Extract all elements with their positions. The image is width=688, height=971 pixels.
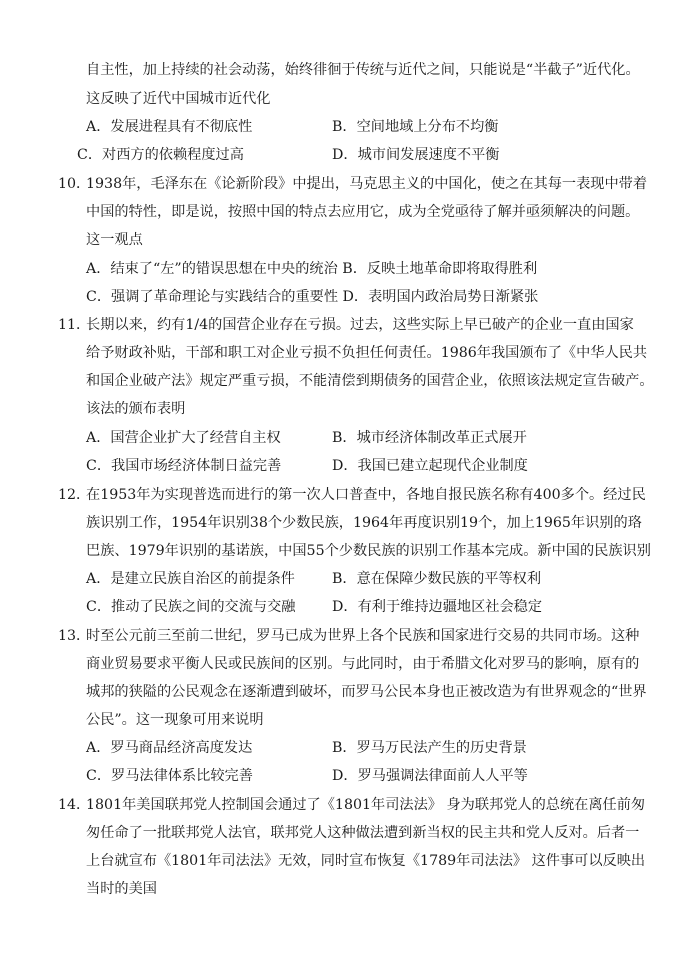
- q10-stem-line-2: 中国的特性，即是说，按照中国的特点去应用它，成为全党亟待了解并亟须解决的问题。: [86, 204, 640, 220]
- q12-option-b: B．意在保障少数民族的平等权利: [332, 571, 542, 587]
- q9-stem-line-2: 这反映了近代中国城市近代化: [86, 91, 271, 107]
- q13-option-c: C．罗马法律体系比较完善: [86, 768, 253, 784]
- q11-option-c: C．我国市场经济体制日益完善: [86, 458, 282, 474]
- q13-stem-line-3: 城邦的狭隘的公民观念在逐渐遭到破坏，而罗马公民本身也正被改造为有世界观念的“世界: [86, 684, 647, 700]
- q11-stem-line-3: 和国企业破产法》规定严重亏损，不能清偿到期债务的国营企业，依照该法规定宣告破产。: [86, 373, 654, 389]
- q12-number: 12．: [58, 487, 91, 503]
- q13-stem-line-1: 时至公元前三至前二世纪，罗马已成为世界上各个民族和国家进行交易的共同市场。这种: [86, 628, 640, 644]
- q12-stem-line-2: 族识别工作，1954年识别38个少数民族，1964年再度识别19个，加上1965年识别的珞: [86, 515, 642, 531]
- q11-option-b: B．城市经济体制改革正式展开: [332, 430, 527, 446]
- q14-stem-line-1: 1801年美国联邦党人控制国会通过了《1801年司法法》 身为联邦党人的总统在离任前匆: [86, 797, 646, 813]
- q12-option-a: A．是建立民族自治区的前提条件: [86, 571, 295, 587]
- q9-option-d: D．城市间发展速度不平衡: [332, 147, 500, 163]
- q11-option-a: A．国营企业扩大了经营自主权: [86, 430, 281, 446]
- q10-stem-line-3: 这一观点: [86, 232, 143, 248]
- q14-stem-line-2: 匆任命了一批联邦党人法官，联邦党人这种做法遭到新当权的民主共和党人反对。后者一: [86, 825, 640, 841]
- q10-options-row-2: C．强调了革命理论与实践结合的重要性 D．表明国内政治局势日渐紧张: [86, 289, 539, 305]
- q13-option-b: B．罗马万民法产生的历史背景: [332, 740, 527, 756]
- q11-number: 11．: [58, 317, 91, 333]
- q10-options-row-1: A．结束了“左”的错误思想在中央的统治 B．反映土地革命即将取得胜利: [86, 261, 538, 277]
- q12-stem-line-1: 在1953年为实现普选而进行的第一次人口普查中，各地自报民族名称有400多个。经过民: [86, 487, 646, 503]
- q11-stem-line-4: 该法的颁布表明: [86, 401, 186, 417]
- q10-number: 10．: [58, 176, 91, 192]
- q13-option-d: D．罗马强调法律面前人人平等: [332, 768, 528, 784]
- q11-stem-line-2: 给予财政补贴，干部和职工对企业亏损不负担任何责任。1986年我国颁布了《中华人民共: [86, 345, 648, 361]
- q12-stem-line-3: 巴族、1979年识别的基诺族，中国55个少数民族的识别工作基本完成。新中国的民族识别: [86, 543, 651, 559]
- q13-stem-line-2: 商业贸易要求平衡人民或民族间的区别。与此同时，由于希腊文化对罗马的影响，原有的: [86, 656, 640, 672]
- q9-stem-line-1: 自主性，加上持续的社会动荡，始终徘徊于传统与近代之间，只能说是“半截子”近代化。: [86, 62, 640, 78]
- q14-stem-line-4: 当时的美国: [86, 881, 157, 897]
- q13-stem-line-4: 公民”。这一现象可用来说明: [86, 712, 264, 728]
- q9-option-b: B．空间地域上分布不均衡: [332, 119, 499, 135]
- q13-option-a: A．罗马商品经济高度发达: [86, 740, 253, 756]
- q11-stem-line-1: 长期以来，约有1/4的国营企业存在亏损。过去，这些实际上早已破产的企业一直由国家: [86, 317, 634, 333]
- q12-option-d: D．有利于维持边疆地区社会稳定: [332, 599, 543, 615]
- q14-number: 14．: [58, 797, 91, 813]
- q10-stem-line-1: 1938年，毛泽东在《论新阶段》中提出，马克思主义的中国化，使之在其每一表现中带着: [86, 176, 648, 192]
- q14-stem-line-3: 上台就宣布《1801年司法法》无效，同时宣布恢复《1789年司法法》 这件事可以反映出: [86, 853, 646, 869]
- q9-option-a: A．发展进程具有不彻底性: [86, 119, 253, 135]
- q11-option-d: D．我国已建立起现代企业制度: [332, 458, 528, 474]
- q9-option-c: C．对西方的依赖程度过高: [77, 147, 244, 163]
- q13-number: 13．: [58, 628, 91, 644]
- q12-option-c: C．推动了民族之间的交流与交融: [86, 599, 296, 615]
